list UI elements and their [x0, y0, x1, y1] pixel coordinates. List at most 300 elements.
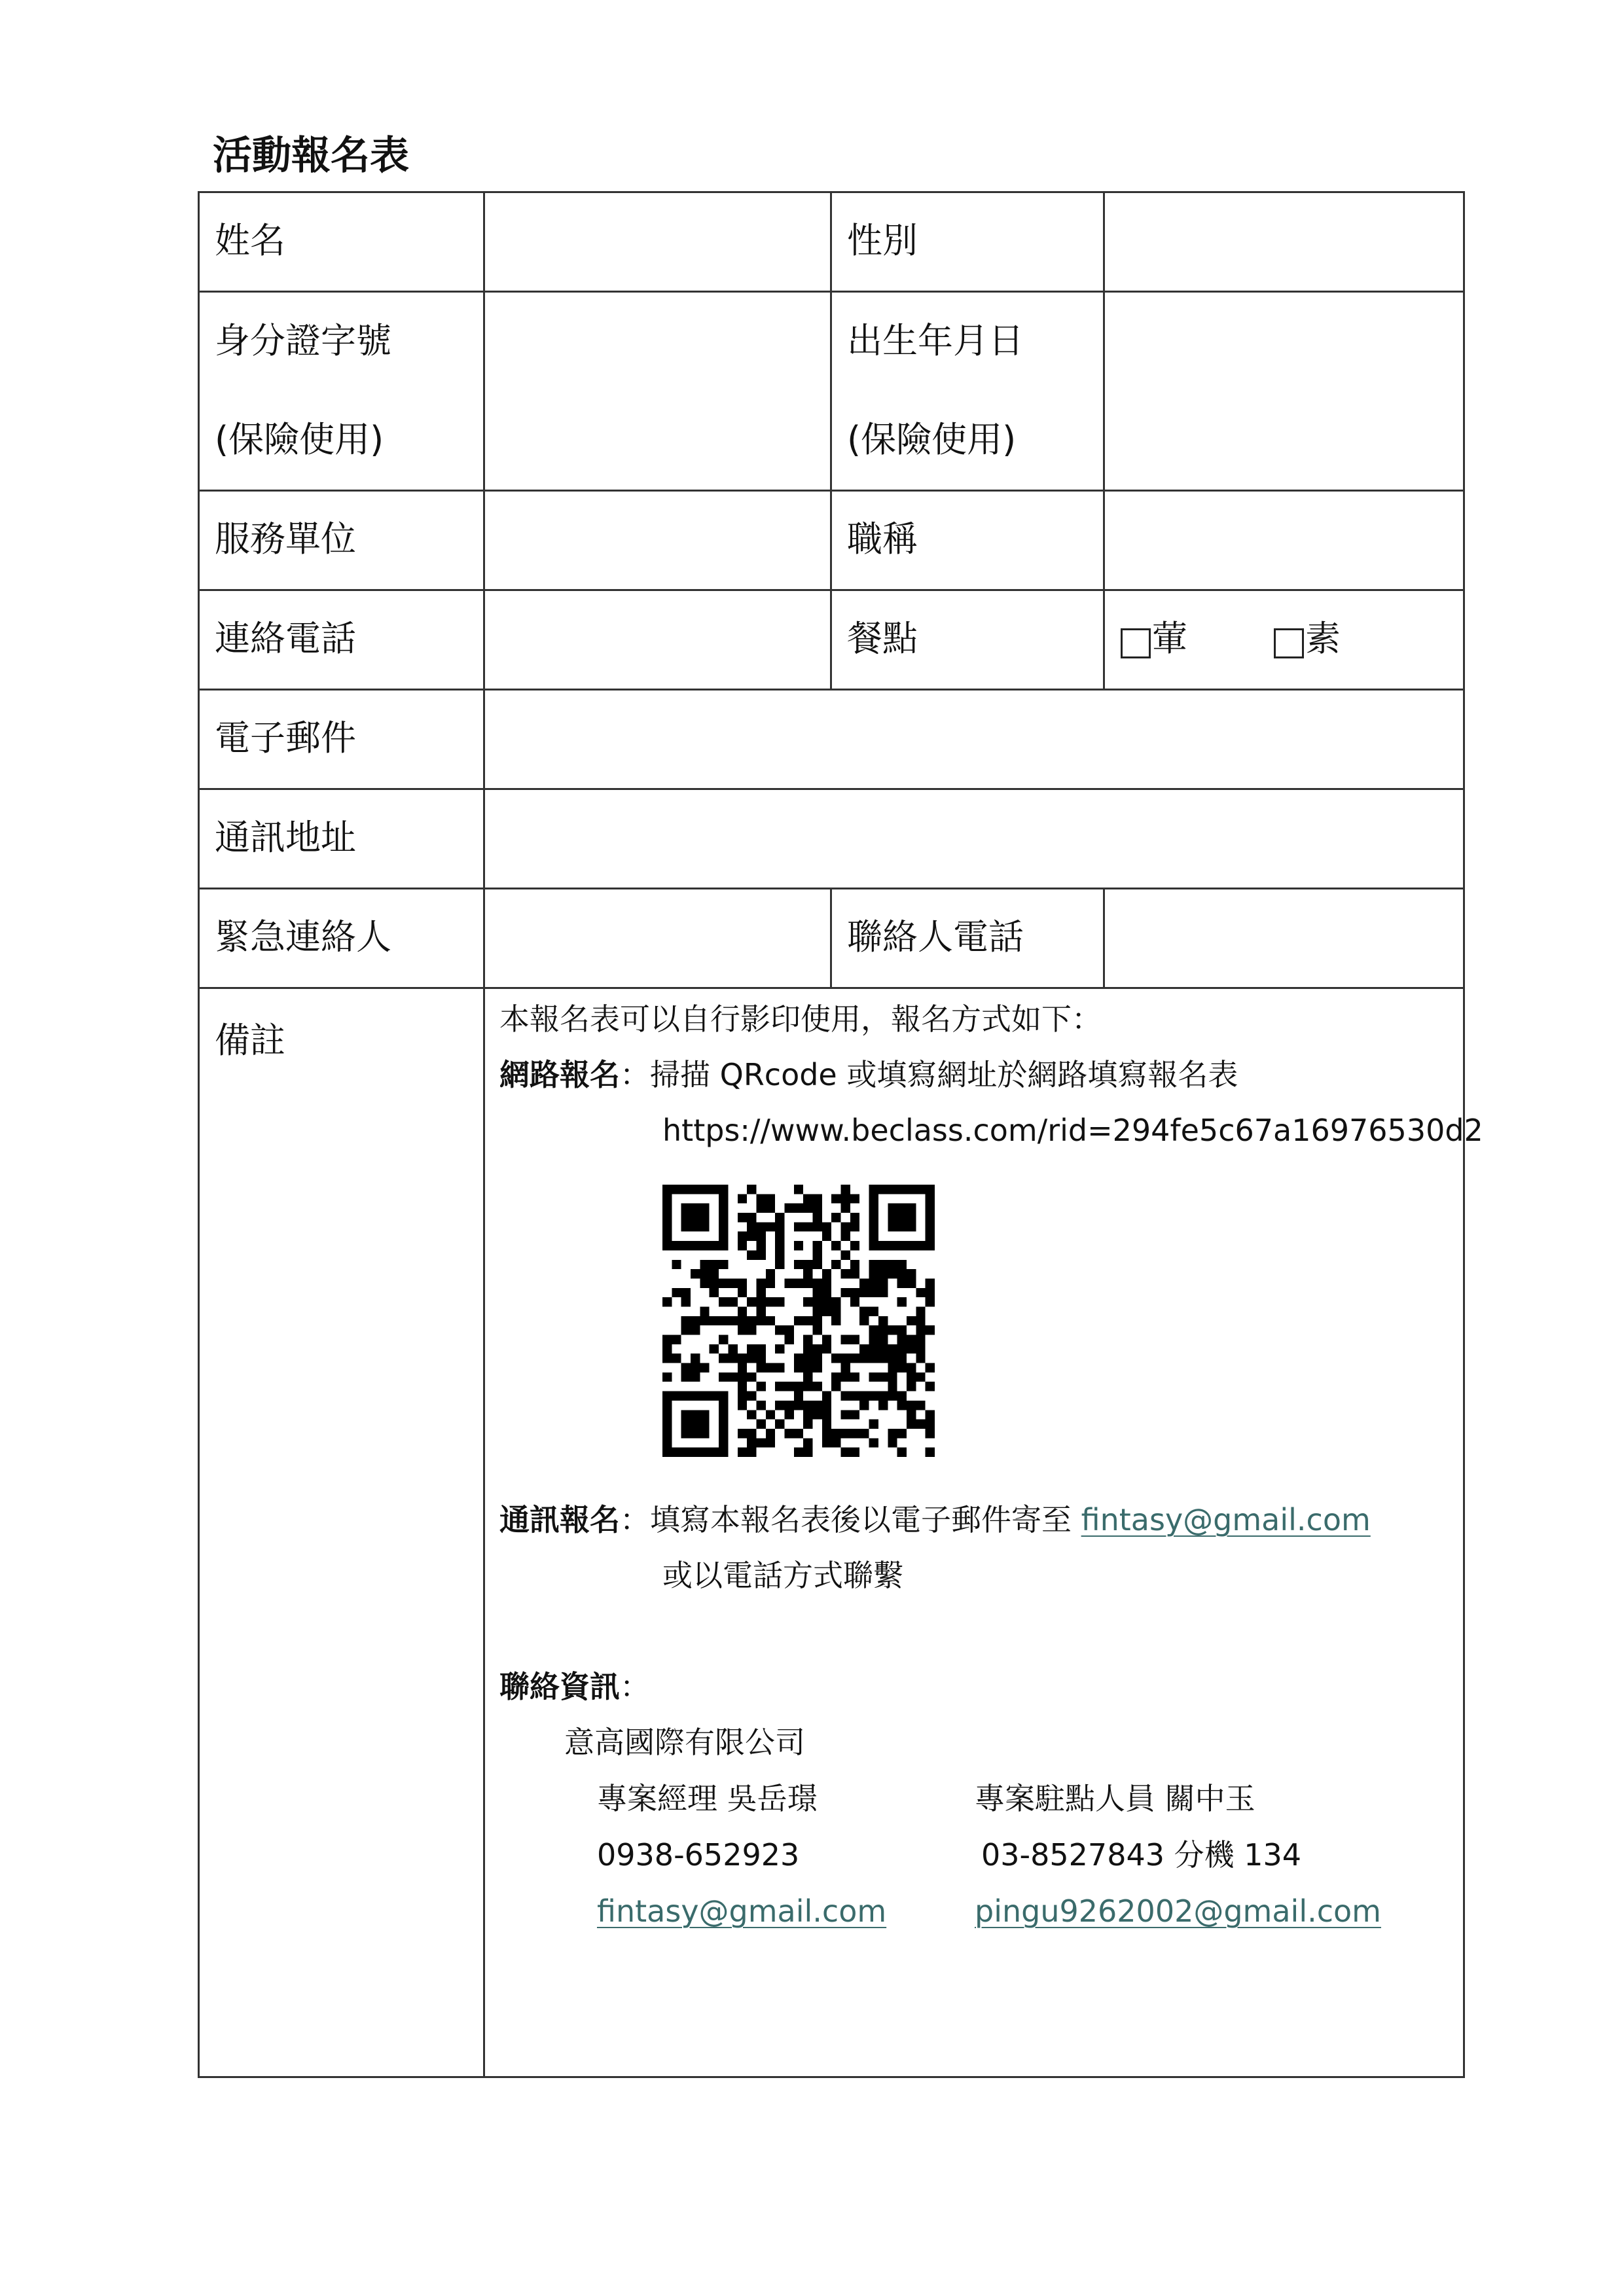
qr-module	[859, 1288, 869, 1297]
qr-module	[822, 1232, 831, 1241]
qr-module	[869, 1269, 878, 1278]
qr-module	[897, 1401, 907, 1410]
qr-module	[916, 1344, 925, 1354]
qr-module	[907, 1316, 916, 1325]
employer-input-cell[interactable]	[486, 492, 829, 588]
qr-module	[728, 1297, 737, 1306]
mail-registration-line	[499, 1500, 1371, 1539]
row-divider	[198, 689, 1465, 691]
qr-module	[916, 1306, 925, 1316]
qr-module	[859, 1344, 869, 1354]
qr-module	[756, 1241, 765, 1250]
qr-module	[926, 1278, 935, 1287]
qr-module	[841, 1410, 850, 1419]
qr-module	[803, 1297, 812, 1306]
qr-module	[926, 1448, 935, 1457]
column-divider	[830, 888, 832, 987]
qr-module	[766, 1269, 775, 1278]
qr-module	[878, 1391, 888, 1401]
qr-module	[794, 1204, 803, 1213]
qr-module	[775, 1213, 784, 1222]
emergency-contact-input-cell[interactable]	[486, 890, 829, 986]
qr-module	[888, 1344, 897, 1354]
meal-label: 餐點	[847, 618, 918, 659]
birthday-note: (保險使用)	[847, 419, 1017, 460]
qr-module	[831, 1213, 840, 1222]
registration-url[interactable]: https://www.beclass.com/rid=294fe5c67a16976530d2	[662, 1113, 1483, 1148]
qr-module	[766, 1222, 775, 1231]
qr-module	[813, 1213, 822, 1222]
contact-info-label: 聯絡資訊	[499, 1669, 620, 1704]
qr-module	[907, 1363, 916, 1372]
qr-module	[869, 1306, 878, 1316]
qr-module	[766, 1194, 775, 1203]
qr-module	[841, 1429, 850, 1438]
qr-module	[926, 1420, 935, 1429]
qr-module	[897, 1269, 907, 1278]
qr-module	[756, 1222, 765, 1231]
qr-module	[841, 1222, 850, 1231]
qr-module	[747, 1250, 756, 1259]
qr-module	[803, 1269, 812, 1278]
qr-module	[822, 1410, 831, 1419]
form-title: 活動報名表	[213, 133, 409, 179]
qr-module	[775, 1222, 784, 1231]
row-divider	[198, 987, 1465, 989]
qr-module	[747, 1354, 756, 1363]
contact-info-line	[499, 1667, 650, 1706]
qr-module	[747, 1325, 756, 1335]
qr-module	[766, 1278, 775, 1287]
qr-module	[822, 1306, 831, 1316]
company-name: 意高國際有限公司	[564, 1725, 805, 1760]
qr-module	[841, 1391, 850, 1401]
qr-module	[822, 1438, 831, 1447]
qr-module	[869, 1391, 878, 1401]
qr-module	[700, 1316, 709, 1325]
qr-module	[878, 1260, 888, 1269]
qr-module	[916, 1335, 925, 1344]
qr-module	[869, 1335, 878, 1344]
colon: ：	[620, 1669, 650, 1704]
qr-module	[907, 1382, 916, 1391]
name-input-cell[interactable]	[486, 194, 829, 289]
qr-module	[775, 1344, 784, 1354]
qr-module	[691, 1354, 700, 1363]
qr-module	[869, 1260, 878, 1269]
qr-module	[841, 1250, 850, 1259]
qr-module	[803, 1363, 812, 1372]
qr-module	[813, 1241, 822, 1250]
qr-module	[747, 1232, 756, 1241]
qr-module	[756, 1204, 765, 1213]
qr-module	[662, 1372, 672, 1382]
column-divider	[1103, 191, 1105, 689]
qr-module	[756, 1438, 765, 1447]
qr-module	[916, 1354, 925, 1363]
qr-module	[850, 1297, 859, 1306]
qr-module	[747, 1185, 756, 1194]
qr-module	[888, 1429, 897, 1438]
qr-module	[813, 1306, 822, 1316]
qr-module	[710, 1288, 719, 1297]
qr-module	[841, 1288, 850, 1297]
qr-module	[813, 1297, 822, 1306]
qr-module	[719, 1297, 728, 1306]
qr-module	[813, 1194, 822, 1203]
column-divider	[1103, 888, 1105, 987]
qr-module	[850, 1354, 859, 1363]
qr-module	[775, 1325, 784, 1335]
qr-module	[700, 1363, 709, 1372]
qr-module	[747, 1213, 756, 1222]
qr-module	[738, 1401, 747, 1410]
qr-module	[794, 1363, 803, 1372]
qr-module	[850, 1213, 859, 1222]
qr-module	[710, 1278, 719, 1287]
qr-module	[803, 1194, 812, 1203]
qr-module	[813, 1354, 822, 1363]
qr-finder-bottom-left	[662, 1391, 728, 1457]
qr-module	[803, 1204, 812, 1213]
vegetarian-option-label: 素	[1305, 618, 1341, 659]
qr-module	[672, 1260, 681, 1269]
column-divider	[483, 191, 485, 2078]
contact-phone-label: 聯絡人電話	[847, 916, 1024, 958]
qr-module	[822, 1297, 831, 1306]
qr-module	[813, 1204, 822, 1213]
qr-module	[907, 1372, 916, 1382]
mail-registration-email-link[interactable]: fintasy@gmail.com	[1081, 1502, 1371, 1537]
qr-module	[803, 1420, 812, 1429]
qr-module	[803, 1382, 812, 1391]
qr-module	[710, 1269, 719, 1278]
qr-module	[738, 1382, 747, 1391]
birthday-input-cell[interactable]	[1106, 293, 1462, 488]
qr-module	[756, 1297, 765, 1306]
qr-module	[916, 1316, 925, 1325]
staff-phone: 03-8527843 分機 134	[981, 1837, 1302, 1873]
qr-module	[841, 1269, 850, 1278]
qr-module	[859, 1401, 869, 1410]
qr-module	[719, 1335, 728, 1344]
column-divider	[830, 191, 832, 689]
qr-module	[784, 1325, 793, 1335]
qr-module	[756, 1194, 765, 1203]
qr-module	[897, 1429, 907, 1438]
qr-module	[756, 1354, 765, 1363]
qr-module	[878, 1401, 888, 1410]
qr-module	[878, 1325, 888, 1335]
qr-module	[784, 1401, 793, 1410]
qr-module	[747, 1438, 756, 1447]
qr-module	[926, 1410, 935, 1419]
mail-registration-text: 填寫本報名表後以電子郵件寄至	[650, 1502, 1072, 1537]
qr-module	[831, 1297, 840, 1306]
mail-registration-text2: 或以電話方式聯繫	[662, 1558, 903, 1593]
qr-module	[813, 1363, 822, 1372]
qr-module	[822, 1429, 831, 1438]
qr-module	[738, 1306, 747, 1316]
qr-module	[831, 1316, 840, 1325]
qr-module	[728, 1372, 737, 1382]
qr-module	[850, 1391, 859, 1401]
manager-title-name: 專案經理 吳岳璟	[597, 1781, 818, 1816]
qr-module	[878, 1316, 888, 1325]
qr-module	[710, 1260, 719, 1269]
manager-email-link[interactable]: fintasy@gmail.com	[597, 1893, 887, 1929]
qr-module	[878, 1344, 888, 1354]
email-input-cell[interactable]	[486, 691, 1462, 787]
qr-module	[803, 1448, 812, 1457]
address-input-cell[interactable]	[486, 791, 1462, 886]
job-title-label: 職稱	[847, 518, 918, 560]
qr-module	[681, 1288, 691, 1297]
qr-module	[831, 1306, 840, 1316]
qr-module	[888, 1325, 897, 1335]
qr-module	[869, 1438, 878, 1447]
qr-module	[841, 1185, 850, 1194]
qr-module	[794, 1278, 803, 1287]
qr-module	[813, 1260, 822, 1269]
qr-module	[897, 1260, 907, 1269]
qr-module	[878, 1269, 888, 1278]
qr-module	[784, 1429, 793, 1438]
qr-module	[822, 1288, 831, 1297]
qr-module	[728, 1278, 737, 1287]
qr-module	[897, 1448, 907, 1457]
qr-module	[869, 1278, 878, 1287]
qr-module	[775, 1382, 784, 1391]
qr-module	[784, 1278, 793, 1287]
qr-module	[756, 1316, 765, 1325]
email-label: 電子郵件	[215, 717, 356, 759]
qr-module	[878, 1278, 888, 1287]
qr-module	[738, 1278, 747, 1287]
gender-input-cell[interactable]	[1106, 194, 1462, 289]
qr-module	[897, 1354, 907, 1363]
qr-module	[775, 1363, 784, 1372]
qr-module	[822, 1391, 831, 1401]
qr-module	[691, 1269, 700, 1278]
qr-module	[794, 1316, 803, 1325]
qr-module	[756, 1420, 765, 1429]
qr-module	[794, 1382, 803, 1391]
qr-finder-top-right	[869, 1185, 935, 1250]
qr-module	[775, 1260, 784, 1269]
id-number-note: (保險使用)	[215, 419, 384, 460]
qr-module	[813, 1288, 822, 1297]
qr-module	[850, 1269, 859, 1278]
qr-module	[831, 1382, 840, 1391]
qr-module	[831, 1438, 840, 1447]
qr-module	[672, 1288, 681, 1297]
qr-module	[850, 1222, 859, 1231]
qr-module	[766, 1316, 775, 1325]
qr-module	[869, 1420, 878, 1429]
qr-module	[756, 1306, 765, 1316]
qr-module	[897, 1297, 907, 1306]
qr-module	[700, 1278, 709, 1287]
qr-module	[766, 1363, 775, 1372]
vegetarian-checkbox[interactable]	[1274, 628, 1304, 658]
phone-input-cell[interactable]	[486, 592, 829, 687]
qr-module	[662, 1335, 672, 1344]
qr-module	[813, 1344, 822, 1354]
job-title-input-cell[interactable]	[1106, 492, 1462, 588]
qr-module	[841, 1372, 850, 1382]
contact-phone-input-cell[interactable]	[1106, 890, 1462, 986]
qr-module	[822, 1344, 831, 1354]
online-registration-text: 掃描 QRcode 或填寫網址於網路填寫報名表	[650, 1057, 1238, 1092]
qr-module	[766, 1429, 775, 1438]
qr-module	[710, 1316, 719, 1325]
qr-module	[775, 1297, 784, 1306]
qr-module	[672, 1354, 681, 1363]
qr-module	[822, 1278, 831, 1287]
qr-module	[888, 1260, 897, 1269]
qr-module	[841, 1335, 850, 1344]
qr-module	[681, 1325, 691, 1335]
qr-module	[897, 1278, 907, 1287]
qr-module	[897, 1344, 907, 1354]
manager-phone: 0938-652923	[597, 1837, 800, 1873]
id-number-input-cell[interactable]	[486, 293, 829, 488]
qr-module	[803, 1354, 812, 1363]
qr-module	[869, 1372, 878, 1382]
qr-module	[728, 1354, 737, 1363]
qr-module	[738, 1325, 747, 1335]
qr-module	[775, 1232, 784, 1241]
qr-module	[803, 1260, 812, 1269]
meat-option-label: 葷	[1152, 618, 1187, 659]
qr-module	[859, 1316, 869, 1325]
qr-module	[738, 1372, 747, 1382]
qr-module	[738, 1213, 747, 1222]
qr-module	[916, 1288, 925, 1297]
qr-module	[813, 1410, 822, 1419]
qr-module	[747, 1448, 756, 1457]
qr-module	[869, 1344, 878, 1354]
qr-module	[907, 1335, 916, 1344]
qr-module	[756, 1278, 765, 1287]
qr-module	[719, 1316, 728, 1325]
qr-module	[841, 1354, 850, 1363]
qr-module	[662, 1297, 672, 1306]
qr-module	[738, 1391, 747, 1401]
qr-module	[831, 1372, 840, 1382]
qr-module	[878, 1372, 888, 1382]
qr-module	[756, 1232, 765, 1241]
qr-module	[738, 1354, 747, 1363]
qr-module	[662, 1354, 672, 1363]
qr-module	[784, 1382, 793, 1391]
qr-module	[803, 1222, 812, 1231]
qr-module	[738, 1232, 747, 1241]
qr-module	[691, 1363, 700, 1372]
qr-module	[813, 1222, 822, 1231]
qr-module	[822, 1401, 831, 1410]
qr-module	[756, 1344, 765, 1354]
qr-module	[888, 1382, 897, 1391]
qr-module	[803, 1410, 812, 1419]
notes-intro: 本報名表可以自行影印使用，報名方式如下：	[499, 1001, 1102, 1037]
qr-module	[794, 1185, 803, 1194]
qr-module	[756, 1363, 765, 1372]
qr-module	[728, 1344, 737, 1354]
qr-module	[916, 1420, 925, 1429]
qr-module	[813, 1382, 822, 1391]
qr-module	[897, 1325, 907, 1335]
online-registration-line	[499, 1055, 1238, 1094]
qr-module	[662, 1344, 672, 1354]
qr-module	[728, 1316, 737, 1325]
qr-module	[926, 1363, 935, 1372]
qr-module	[710, 1344, 719, 1354]
qr-module	[869, 1288, 878, 1297]
qr-module	[897, 1391, 907, 1401]
staff-email-link[interactable]: pingu9262002@gmail.com	[975, 1893, 1381, 1929]
qr-module	[831, 1429, 840, 1438]
qr-module	[747, 1222, 756, 1231]
qr-module	[850, 1241, 859, 1250]
qr-module	[719, 1278, 728, 1287]
qr-module	[907, 1269, 916, 1278]
qr-module	[794, 1354, 803, 1363]
qr-module	[926, 1429, 935, 1438]
qr-module	[794, 1391, 803, 1401]
colon: ：	[620, 1502, 650, 1537]
qr-module	[794, 1401, 803, 1410]
meat-checkbox[interactable]	[1121, 628, 1151, 658]
qr-module	[756, 1382, 765, 1391]
qr-module	[926, 1297, 935, 1306]
gender-label: 性別	[847, 220, 918, 261]
qr-module	[859, 1429, 869, 1438]
qr-module	[907, 1420, 916, 1429]
qr-module	[766, 1204, 775, 1213]
qr-module	[766, 1297, 775, 1306]
qr-module	[738, 1429, 747, 1438]
qr-module	[859, 1391, 869, 1401]
qr-module	[794, 1448, 803, 1457]
qr-module	[822, 1335, 831, 1344]
qr-module	[831, 1194, 840, 1203]
qr-module	[700, 1260, 709, 1269]
qr-module	[869, 1354, 878, 1363]
qr-module	[888, 1354, 897, 1363]
qr-module	[897, 1335, 907, 1344]
qr-module	[916, 1372, 925, 1382]
qr-module	[766, 1410, 775, 1419]
qr-module	[775, 1250, 784, 1259]
qr-module	[784, 1335, 793, 1344]
qr-module	[841, 1232, 850, 1241]
qr-module	[738, 1363, 747, 1372]
qr-module	[803, 1401, 812, 1410]
qr-module	[719, 1354, 728, 1363]
qr-module	[859, 1306, 869, 1316]
qr-module	[813, 1316, 822, 1325]
qr-module	[672, 1335, 681, 1344]
qr-module	[850, 1372, 859, 1382]
qr-module	[738, 1288, 747, 1297]
qr-module	[794, 1241, 803, 1250]
qr-module	[803, 1372, 812, 1382]
qr-module	[831, 1260, 840, 1269]
qr-module	[747, 1372, 756, 1382]
qr-module	[878, 1354, 888, 1363]
